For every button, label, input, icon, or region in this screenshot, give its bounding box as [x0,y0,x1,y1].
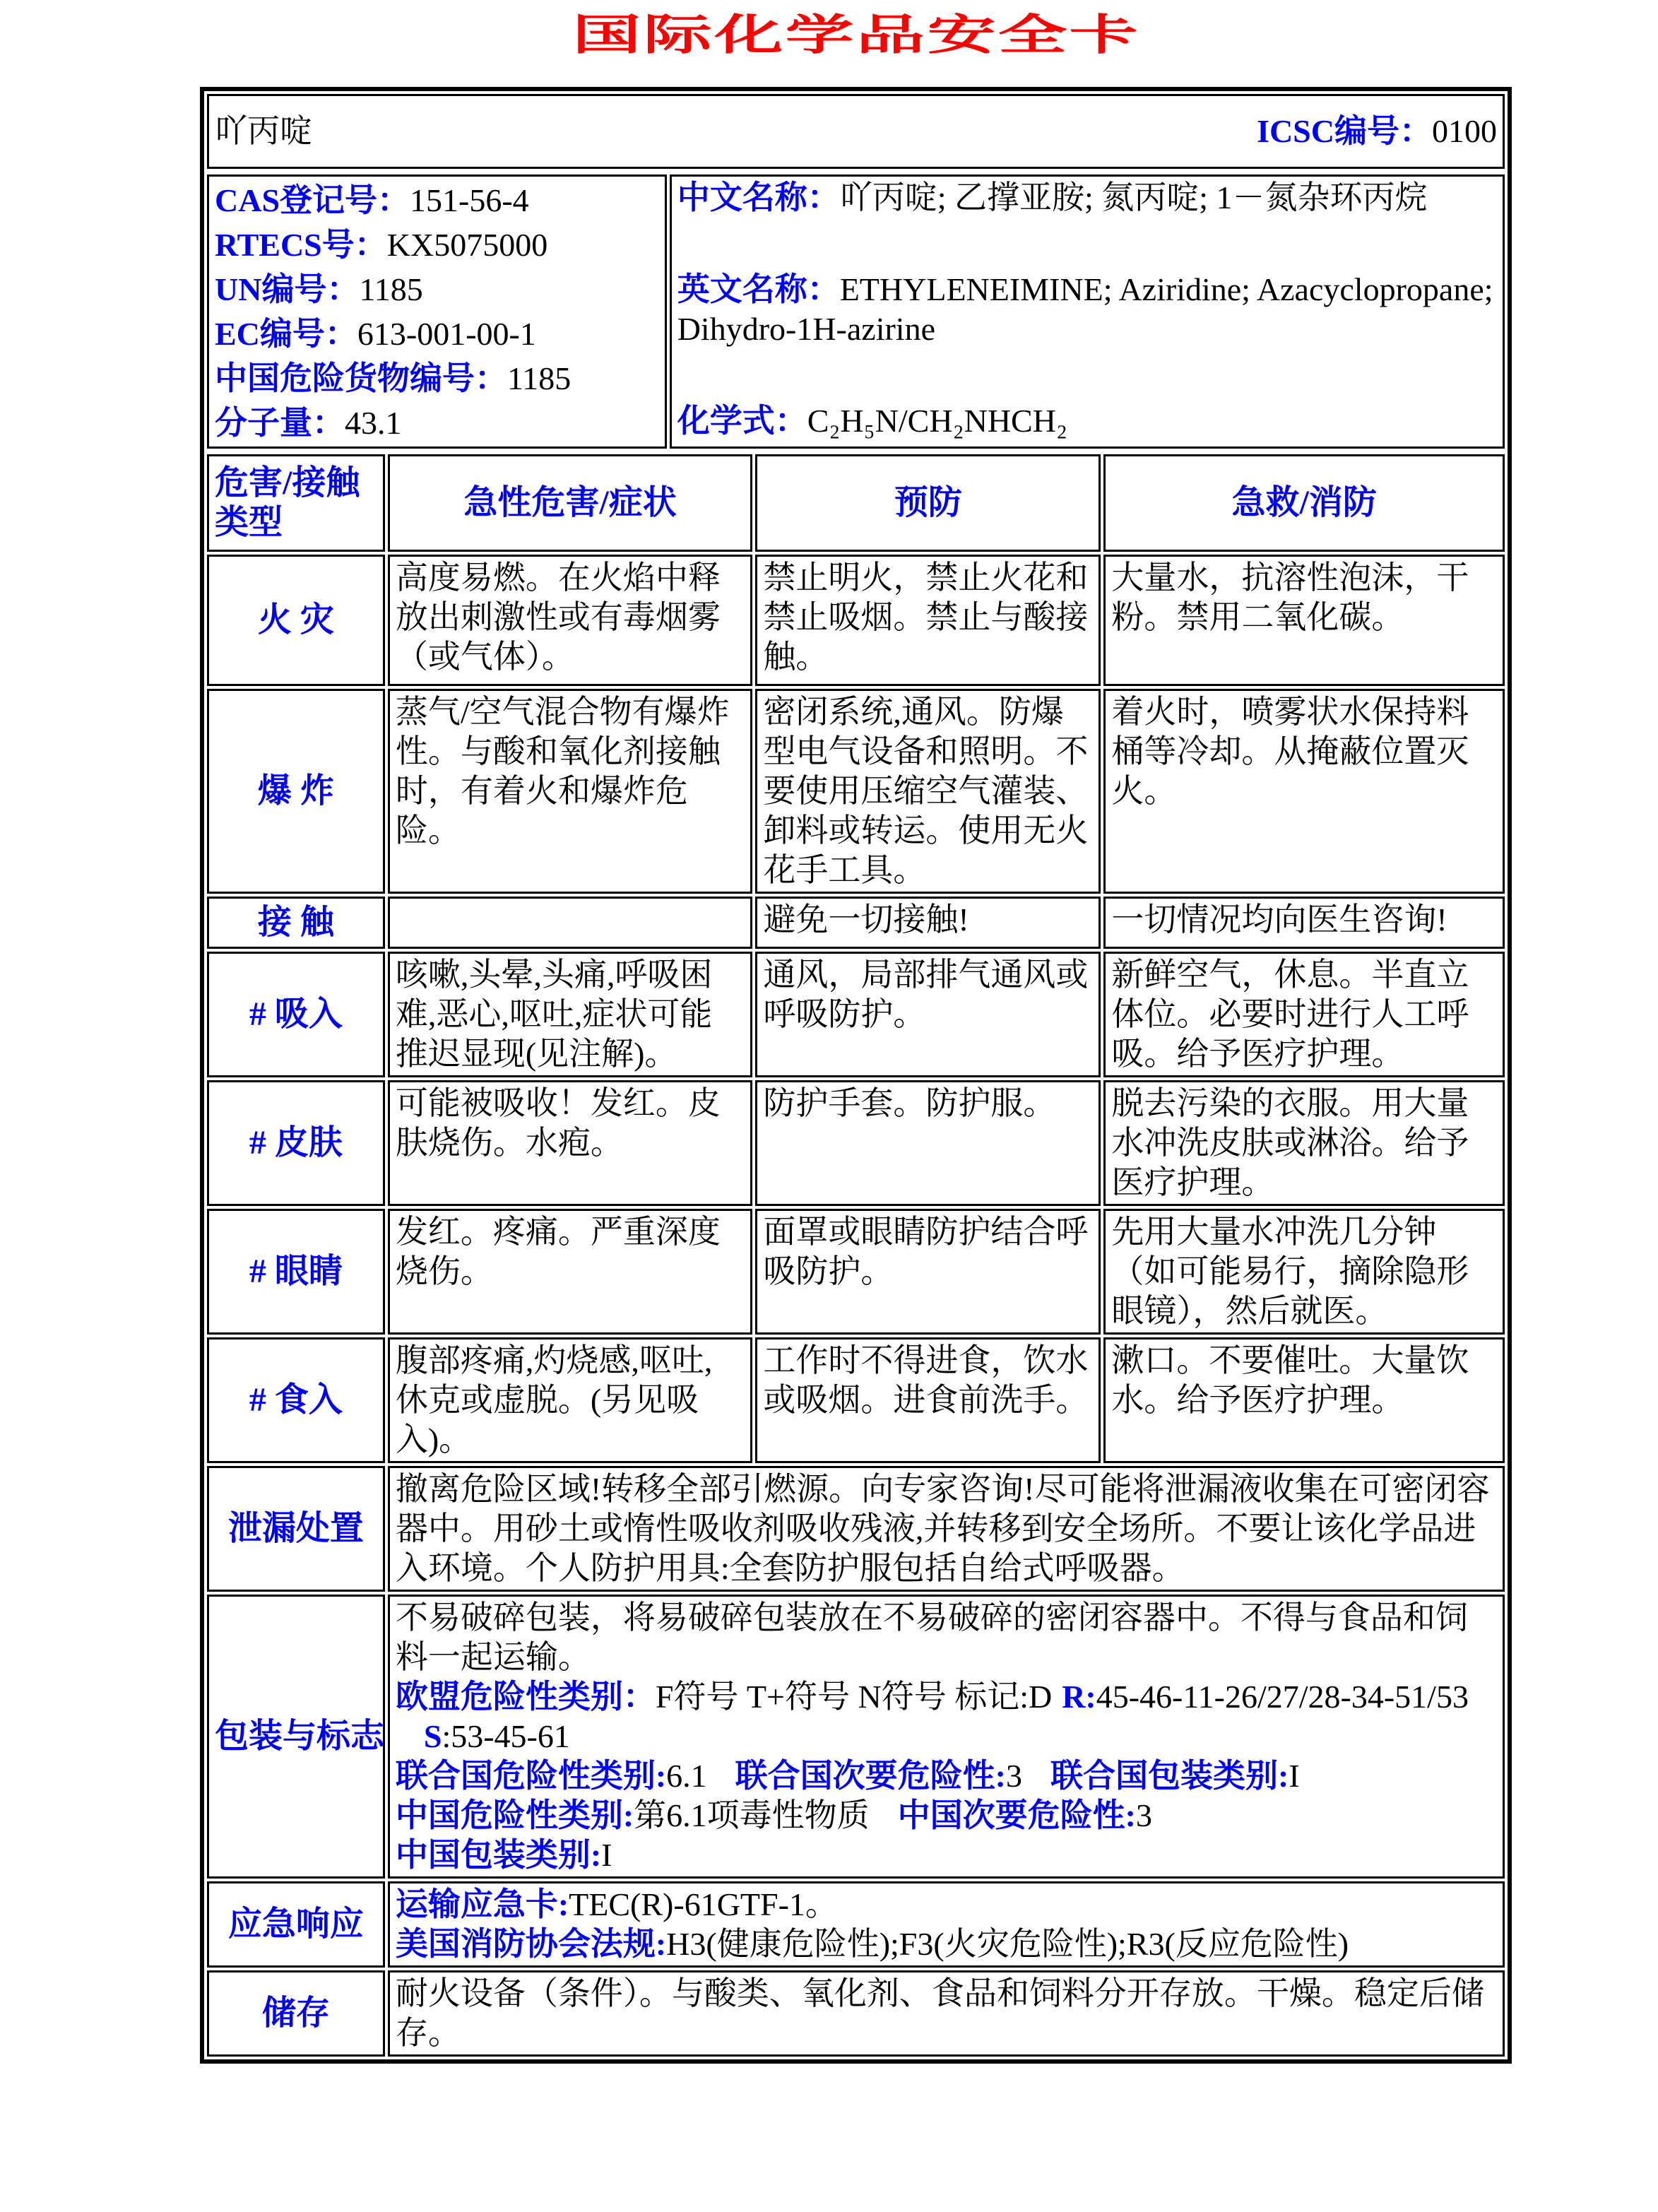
id-field-value: 43.1 [345,405,402,441]
id-field-molweight [215,401,659,445]
exposure-symptoms [388,897,752,949]
eu-classification-line [396,1677,1497,1756]
id-field-value: 613-001-00-1 [357,316,536,352]
id-field-value: KX5075000 [386,227,548,263]
id-field-label: 中国危险货物编号： [215,360,507,396]
un-class-value: 6.1 [666,1758,707,1794]
inhalation-prevention: 通风，局部排气通风或呼吸防护。 [755,952,1101,1077]
chinese-name-label: 中文名称： [677,179,840,215]
eyes-prevention: 面罩或眼睛防护结合呼吸防护。 [755,1209,1101,1335]
s-phrases-value: :53-45-61 [442,1718,570,1754]
chemical-formula-value: C₂H₅N/CH₂NHCH₂ [807,403,1067,439]
r-phrases-label: R: [1062,1679,1096,1715]
english-name-value: ETHYLENEIMINE; Aziridine; Azacyclopropane; Dihydro-1H-azirine [677,271,1493,347]
cn-pack-label: 中国包装类别: [395,1837,602,1873]
col-header-type: 危害/接触类型 [207,454,385,552]
explosion-symptoms: 蒸气/空气混合物有爆炸性。与酸和氧化剂接触时，有着火和爆炸危险。 [388,689,752,894]
id-field-cn-dg [215,356,659,401]
icsc-number [1257,112,1497,151]
col-header-prevention: 预防 [755,454,1101,552]
row-label-fire: 火 灾 [207,555,385,686]
explosion-prevention: 密闭系统,通风。防爆型电气设备和照明。不要使用压缩空气灌装、卸料或转运。使用无火花手工具。 [755,689,1101,894]
identification-table [204,172,1508,451]
id-field-rtecs [215,223,659,267]
row-label-skin: # 皮肤 [207,1080,385,1206]
skin-symptoms: 可能被吸收！发红。皮肤烧伤。水疱。 [388,1080,752,1206]
id-field-cas [215,178,659,223]
ingestion-firstaid: 漱口。不要催吐。大量饮水。给予医疗护理。 [1103,1337,1505,1463]
transport-card-value: TEC(R)-61GTF-1。 [569,1886,838,1922]
spill-content: 撤离危险区域!转移全部引燃源。向专家咨询!尽可能将泄漏液收集在可密闭容器中。用砂土或惰性吸收剂吸收残液,并转移到安全场所。不要让该化学品进入环境。个人防护用具:全套防护服包括自给式呼吸器。 [388,1466,1505,1592]
icsc-value: 0100 [1432,113,1497,149]
hazard-row-skin [207,1080,1505,1206]
cn-sub-value: 3 [1136,1797,1152,1833]
cn-packing-line [396,1835,1497,1875]
ingestion-prevention: 工作时不得进食，饮水或吸烟。进食前洗手。 [755,1337,1101,1463]
cn-sub-label: 中国次要危险性: [897,1797,1136,1833]
hazard-row-inhalation [207,952,1505,1077]
hazard-row-fire [207,555,1505,686]
packaging-row [207,1595,1505,1879]
nfpa-label: 美国消防协会法规: [395,1926,667,1962]
row-label-exposure: 接 触 [207,897,385,949]
row-label-eyes: # 眼睛 [207,1209,385,1335]
un-pack-label: 联合国包装类别: [1050,1758,1289,1794]
transport-card-line [396,1885,1497,1924]
emergency-row [207,1881,1505,1968]
inhalation-symptoms: 咳嗽,头晕,头痛,呼吸困难,恶心,呕吐,症状可能推迟显现(见注解)。 [388,952,752,1077]
id-field-label: UN编号： [215,271,360,307]
eu-class-value: F符号 T+符号 N符号 标记:D [655,1679,1053,1715]
english-name [677,270,1497,349]
fire-prevention: 禁止明火，禁止火花和禁止吸烟。禁止与酸接触。 [755,555,1101,686]
un-class-label: 联合国危险性类别: [395,1758,667,1794]
row-label-ingestion: # 食入 [207,1337,385,1463]
identification-names-cell [670,175,1505,449]
identification-numbers-cell [207,175,667,449]
chinese-name [677,178,1497,218]
emergency-content [388,1881,1505,1968]
eyes-symptoms: 发红。疼痛。严重深度烧伤。 [388,1209,752,1335]
cn-classification-line [396,1796,1497,1835]
hazard-row-ingestion [207,1337,1505,1463]
page-title-text: 国际化学品安全卡 [572,12,1140,59]
explosion-firstaid: 着火时，喷雾状水保持料桶等冷却。从掩蔽位置灭火。 [1103,689,1505,894]
exposure-prevention: 避免一切接触! [755,897,1101,949]
packaging-content [388,1595,1505,1879]
page-title [200,1,1512,62]
safety-card [200,87,1512,2064]
inhalation-firstaid: 新鲜空气，休息。半直立体位。必要时进行人工呼吸。给予医疗护理。 [1103,952,1505,1077]
id-field-value: 1185 [359,271,423,307]
eu-class-label: 欧盟危险性类别： [395,1679,656,1715]
id-field-label: 分子量： [215,405,345,441]
hazard-row-explosion [207,689,1505,894]
card-header-table [204,91,1508,172]
storage-content: 耐火设备（条件）。与酸类、氧化剂、食品和饲料分开存放。干燥。稳定后储存。 [388,1970,1505,2057]
chemical-formula [677,401,1497,441]
row-label-emergency: 应急响应 [207,1881,385,1968]
fire-firstaid: 大量水，抗溶性泡沫，干粉。禁用二氧化碳。 [1103,555,1505,686]
un-sub-value: 3 [1006,1758,1022,1794]
s-phrases-label: S [423,1718,442,1754]
skin-firstaid: 脱去污染的衣服。用大量水冲洗皮肤或淋浴。给予医疗护理。 [1103,1080,1505,1206]
id-field-un [215,267,659,312]
hazard-table [204,451,1508,2059]
fire-symptoms: 高度易燃。在火焰中释放出刺激性或有毒烟雾（或气体）。 [388,555,752,686]
ingestion-symptoms: 腹部疼痛,灼烧感,呕吐,休克或虚脱。(另见吸入)。 [388,1337,752,1463]
transport-card-label: 运输应急卡: [395,1886,569,1922]
col-header-symptoms: 急性危害/症状 [388,454,752,552]
id-field-label: CAS登记号： [215,182,410,218]
cn-class-label: 中国危险性类别: [395,1797,634,1833]
exposure-firstaid: 一切情况均向医生咨询! [1103,897,1505,949]
row-label-storage: 储存 [207,1970,385,2057]
cn-pack-value: I [601,1837,612,1873]
spill-row [207,1466,1505,1592]
cn-class-value: 第6.1项毒性物质 [634,1797,870,1833]
col-header-firstaid: 急救/消防 [1103,454,1505,552]
skin-prevention: 防护手套。防护服。 [755,1080,1101,1206]
id-field-value: 151-56-4 [410,182,529,218]
r-phrases-value: 45-46-11-26/27/28-34-51/53 [1096,1679,1469,1715]
english-name-label: 英文名称： [677,271,840,307]
card-header-cell [207,94,1505,169]
un-classification-line [396,1756,1497,1796]
chinese-name-value: 吖丙啶; 乙撑亚胺; 氮丙啶; 1－氮杂环丙烷 [839,179,1428,215]
un-sub-label: 联合国次要危险性: [735,1758,1006,1794]
eyes-firstaid: 先用大量水冲洗几分钟（如可能易行，摘除隐形眼镜），然后就医。 [1103,1209,1505,1335]
row-label-explosion: 爆 炸 [207,689,385,894]
nfpa-line [396,1924,1497,1964]
icsc-label: ICSC编号： [1257,113,1432,149]
row-label-inhalation: # 吸入 [207,952,385,1077]
id-field-label: RTECS号： [215,227,387,263]
nfpa-value: H3(健康危险性);F3(火灾危险性);R3(反应危险性) [666,1926,1349,1962]
un-pack-value: I [1289,1758,1300,1794]
substance-name: 吖丙啶 [215,113,312,149]
hazard-row-exposure [207,897,1505,949]
storage-row [207,1970,1505,2057]
row-label-spill: 泄漏处置 [207,1466,385,1592]
hazard-row-eyes [207,1209,1505,1335]
id-field-ec [215,312,659,356]
id-field-label: EC编号： [215,316,357,352]
chemical-formula-label: 化学式： [677,403,807,439]
hazard-header-row [207,454,1505,552]
row-label-packaging: 包装与标志 [207,1595,385,1879]
packaging-intro: 不易破碎包装，将易破碎包装放在不易破碎的密闭容器中。不得与食品和饲料一起运输。 [395,1599,1468,1675]
id-field-value: 1185 [507,360,572,396]
